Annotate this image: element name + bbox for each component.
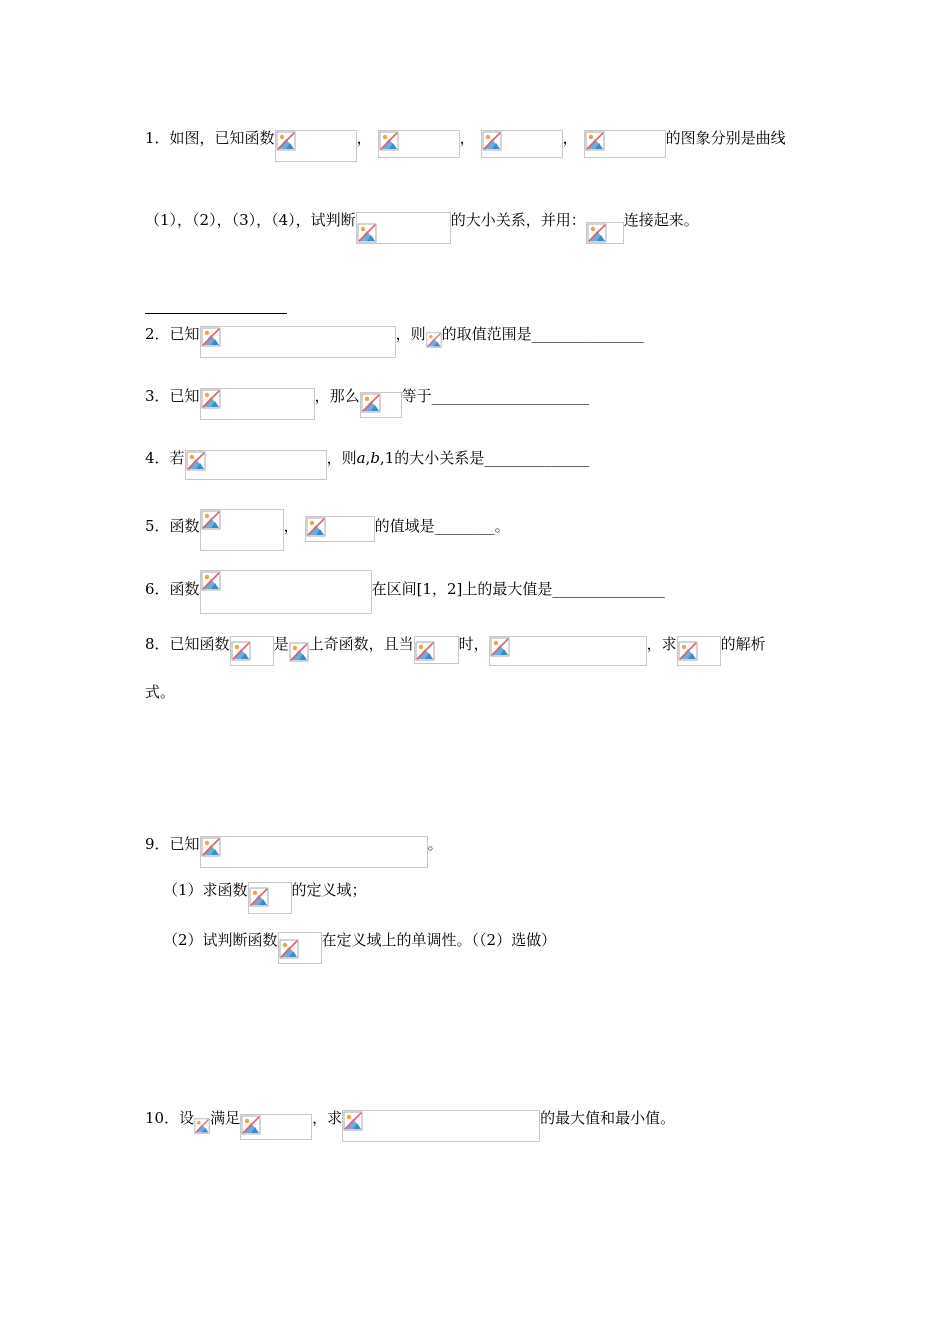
q10-num: 10． — [145, 1109, 180, 1127]
broken-image-icon — [585, 131, 605, 151]
formula-image — [194, 1110, 210, 1136]
q8-text: 的解析 — [720, 635, 766, 653]
q3-answer-blank[interactable]: _____________________ — [431, 387, 590, 405]
broken-image-icon — [343, 1111, 363, 1131]
formula-image — [200, 326, 396, 358]
formula-image — [677, 636, 721, 666]
q2 — [145, 326, 644, 366]
q3-text: 已知 — [169, 387, 200, 405]
formula-image — [342, 1110, 540, 1142]
q1-text: 连接起来。 — [623, 211, 699, 229]
broken-image-icon — [306, 517, 326, 537]
q3 — [145, 388, 589, 428]
q1-sep: ， — [459, 129, 475, 147]
formula-image — [200, 509, 284, 551]
broken-image-icon — [357, 223, 377, 243]
broken-image-icon — [482, 131, 502, 151]
q2-answer-blank[interactable]: _______________ — [531, 325, 645, 343]
q4-text: 若 — [169, 449, 185, 467]
q2-text: ，则 — [395, 325, 426, 343]
q9 — [145, 836, 443, 876]
formula-image — [278, 932, 322, 964]
broken-image-icon — [201, 510, 221, 530]
q4-text: , — [365, 449, 371, 467]
formula-image — [356, 212, 451, 244]
broken-image-icon — [490, 637, 510, 657]
q9-text: （2）试判断函数 — [163, 931, 278, 949]
q5-text: 函数 — [169, 517, 200, 535]
q4-var-b: b — [370, 449, 380, 467]
q8-num: 8． — [145, 635, 170, 653]
q9-sub1 — [163, 882, 367, 922]
q9-sub2 — [163, 932, 556, 972]
q9-text: 。 — [427, 835, 443, 853]
q10-text: 设 — [179, 1109, 195, 1127]
q5-num: 5． — [145, 517, 170, 535]
q1-line2 — [145, 212, 699, 252]
broken-image-icon — [201, 327, 221, 347]
broken-image-icon — [201, 389, 221, 409]
q1-sep: ， — [356, 129, 372, 147]
q5-text: 的值域是 — [374, 517, 435, 535]
q8-text: ，求 — [646, 635, 677, 653]
broken-image-icon — [289, 642, 309, 662]
q3-num: 3． — [145, 387, 170, 405]
formula-image — [200, 570, 372, 614]
q2-text: 已知 — [169, 325, 200, 343]
formula-image — [240, 1114, 312, 1140]
formula-image — [414, 636, 459, 664]
q10-text: 的最大值和最小值。 — [540, 1109, 676, 1127]
broken-image-icon — [415, 641, 435, 661]
formula-image — [289, 636, 309, 664]
broken-image-icon — [231, 641, 251, 661]
broken-image-icon — [426, 332, 442, 348]
formula-image — [360, 392, 402, 418]
q1-text: （1），（2），（3），（4），试判断 — [145, 211, 356, 229]
broken-image-icon — [361, 393, 381, 413]
q9-num: 9． — [145, 835, 170, 853]
broken-image-icon — [678, 641, 698, 661]
formula-image — [248, 882, 292, 914]
broken-image-icon — [201, 571, 221, 591]
q6-text: 在区间[1，2]上的最大值是 — [371, 580, 553, 598]
formula-image — [200, 836, 428, 868]
q9-text: 已知 — [169, 835, 200, 853]
q9-text: （1）求函数 — [163, 881, 248, 899]
q1-num: 1． — [145, 129, 170, 147]
q10-text: 满足 — [210, 1109, 241, 1127]
q8-text: 时， — [458, 635, 489, 653]
broken-image-icon — [279, 939, 299, 959]
q4-answer-blank[interactable]: ______________ — [484, 449, 590, 467]
answer-line — [145, 313, 287, 314]
broken-image-icon — [276, 131, 296, 151]
q9-text: 的定义域； — [291, 881, 367, 899]
broken-image-icon — [241, 1115, 261, 1135]
q6-text: 函数 — [169, 580, 200, 598]
formula-image — [489, 636, 647, 666]
q3-text: 等于 — [401, 387, 432, 405]
formula-image — [200, 388, 315, 420]
q1-text: 如图，已知函数 — [169, 129, 275, 147]
q10-text: ，求 — [312, 1109, 343, 1127]
q1-text: 的图象分别是曲线 — [665, 129, 786, 147]
broken-image-icon — [587, 223, 607, 243]
q6-answer-blank[interactable]: _______________ — [552, 580, 665, 598]
q4-text: ,1的大小关系是 — [379, 449, 485, 467]
formula-image — [378, 130, 460, 158]
formula-image — [185, 450, 327, 480]
q8-text: 是 — [273, 635, 289, 653]
formula-image — [305, 516, 375, 542]
q2-num: 2． — [145, 325, 170, 343]
formula-image — [426, 326, 442, 348]
q8-line1 — [145, 636, 766, 676]
q5-text: ， — [283, 517, 299, 535]
q8-text: 式。 — [145, 683, 176, 701]
broken-image-icon — [201, 837, 221, 857]
q1-sep: ， — [562, 129, 578, 147]
formula-image — [586, 222, 624, 244]
q8-text: 已知函数 — [169, 635, 230, 653]
q1-text: 的大小关系，并用： — [450, 211, 586, 229]
q9-text: 在定义域上的单调性。（（2）选做） — [321, 931, 557, 949]
q4-text: ，则 — [326, 449, 357, 467]
broken-image-icon — [379, 131, 399, 151]
q8-line2 — [145, 684, 175, 724]
q3-text: ，那么 — [314, 387, 360, 405]
formula-image — [275, 130, 357, 162]
broken-image-icon — [194, 1118, 210, 1134]
q4 — [145, 450, 589, 490]
q4-var-a: a — [356, 449, 366, 467]
q5-text: 。 — [494, 517, 510, 535]
formula-image — [584, 130, 666, 158]
broken-image-icon — [186, 451, 206, 471]
formula-image — [481, 130, 563, 158]
q1-line1 — [145, 130, 786, 170]
q4-num: 4． — [145, 449, 170, 467]
q6-num: 6． — [145, 580, 170, 598]
q5-answer-blank[interactable]: ________ — [434, 517, 495, 535]
q8-text: 上奇函数，且当 — [308, 635, 414, 653]
formula-image — [230, 636, 274, 666]
q5 — [145, 509, 510, 553]
q2-text: 的取值范围是 — [441, 325, 532, 343]
q10 — [145, 1110, 675, 1150]
broken-image-icon — [249, 887, 269, 907]
q6 — [145, 570, 665, 616]
